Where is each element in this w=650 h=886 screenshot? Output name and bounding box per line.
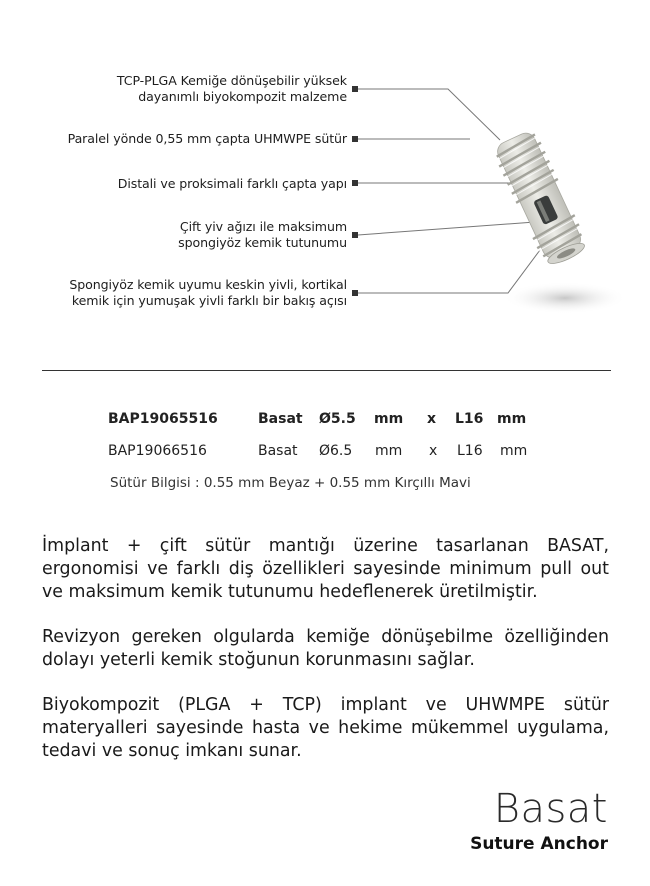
paragraph-biocomposite: Biyokompozit (PLGA + TCP) implant ve UHWMPE sütür materyalleri sayesinde hasta ve hekime mükemmel uygulama, tedavi ve sonuç imkanı sunar. <box>42 695 609 761</box>
implant-shadow <box>503 282 627 314</box>
brand-subtitle: Suture Anchor <box>470 834 608 854</box>
product-diameter: Ø6.5 <box>319 443 353 459</box>
callout-line: kemik için yumuşak yivli farklı bir bakış açısı <box>71 292 347 308</box>
product-name: Basat <box>258 411 303 427</box>
product-separator: x <box>429 443 438 459</box>
callout-line: TCP-PLGA Kemiğe dönüşebilir yüksek <box>116 73 347 88</box>
callout-line: dayanımlı biyokompozit malzeme <box>138 88 347 104</box>
product-length: L16 <box>457 443 483 459</box>
callout-line: Çift yiv ağızı ile maksimum <box>179 219 347 234</box>
suture-info: Sütür Bilgisi : 0.55 mm Beyaz + 0.55 mm Kırçıllı Mavi <box>110 475 471 491</box>
product-unit: mm <box>375 443 403 459</box>
callout-line: spongiyöz kemik tutunumu <box>178 234 347 250</box>
brand-title: Basat <box>493 786 608 832</box>
product-unit: mm <box>500 443 528 459</box>
product-code: BAP19065516 <box>108 411 218 427</box>
product-diameter: Ø5.5 <box>319 411 356 427</box>
product-separator: x <box>427 411 437 427</box>
product-length: L16 <box>455 411 484 427</box>
leader-lines <box>358 89 540 293</box>
implant-illustration <box>0 0 650 370</box>
paragraph-revision: Revizyon gereken olgularda kemiğe dönüşebilme özelliğinden dolayı yeterli kemik stoğunun korunmasını sağlar. <box>42 627 609 670</box>
product-unit: mm <box>374 411 404 427</box>
callout-line: Paralel yönde 0,55 mm çapta UHMWPE sütür <box>67 131 347 146</box>
product-name: Basat <box>258 443 298 459</box>
product-code: BAP19066516 <box>108 443 207 459</box>
implant-body <box>491 128 591 269</box>
callout-line: Spongiyöz kemik uyumu keskin yivli, kortikal <box>69 277 347 292</box>
product-unit: mm <box>497 411 527 427</box>
section-divider <box>42 370 611 371</box>
callout-line: Distali ve proksimali farklı çapta yapı <box>117 176 347 191</box>
paragraph-intro: İmplant + çift sütür mantığı üzerine tasarlanan BASAT, ergonomisi ve farklı diş özellikleri sayesinde minimum pull out ve maksimum kemik tutunumu hedeflenerek üretilmiştir. <box>42 536 609 602</box>
